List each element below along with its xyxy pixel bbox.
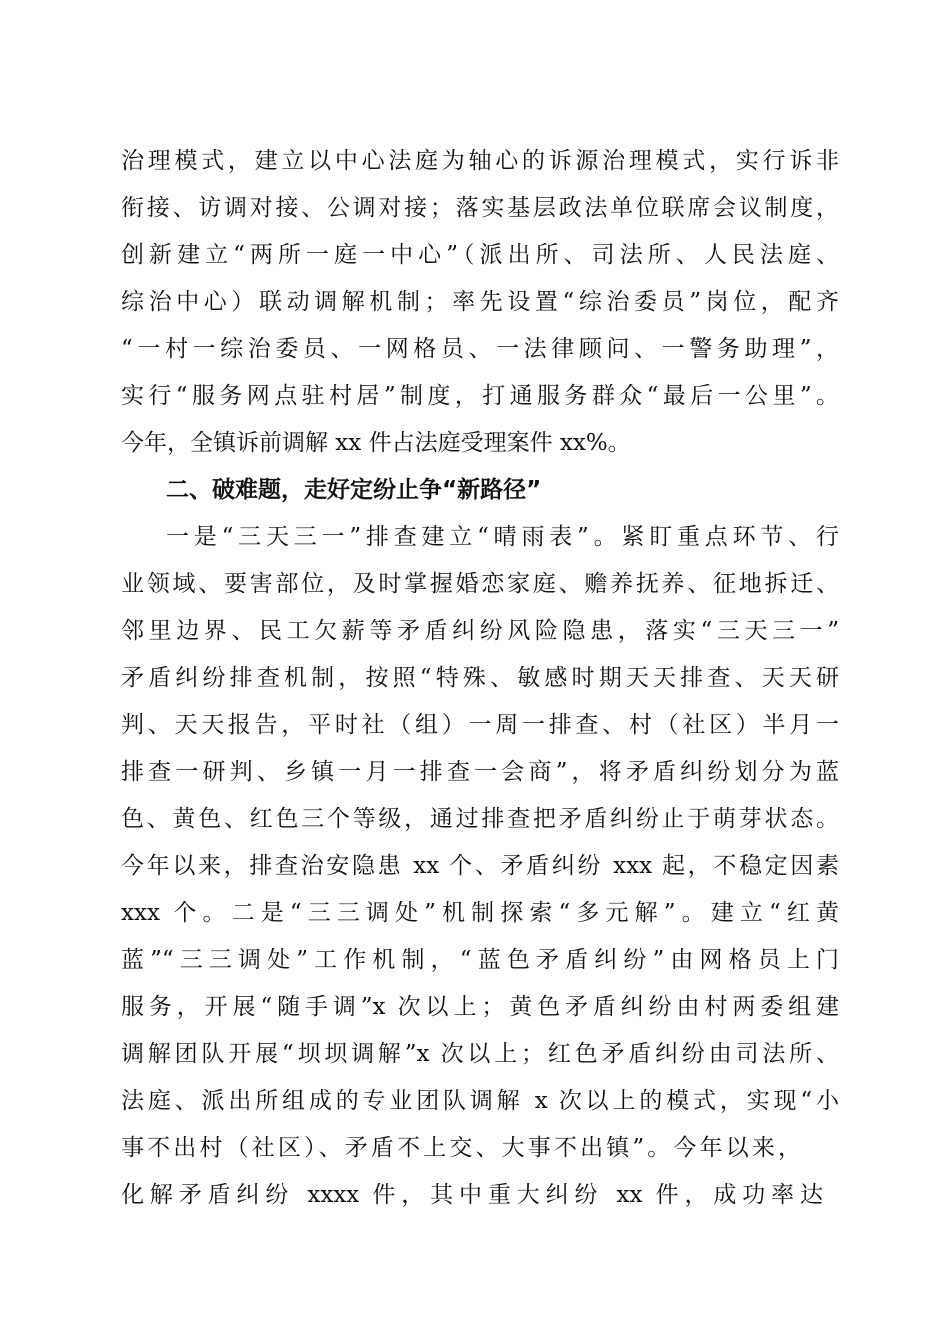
paragraph-line: 今年以来，排查治安隐患 xx 个、矛盾纠纷 xxx 起，不稳定因素 — [121, 853, 839, 879]
paragraph-line: 一是“三天三一”排查建立“晴雨表”。紧盯重点环节、行 — [166, 524, 839, 550]
paragraph-line: 今年，全镇诉前调解 xx 件占法庭受理案件 xx%。 — [121, 430, 631, 456]
paragraph-line: 法庭、派出所组成的专业团队调解 x 次以上的模式，实现“小 — [121, 1088, 839, 1114]
paragraph-line: 实行“服务网点驻村居”制度，打通服务群众“最后一公里”。 — [121, 383, 839, 409]
paragraph-line: 综治中心）联动调解机制；率先设置“综治委员”岗位，配齐 — [121, 289, 839, 315]
paragraph-line: “一村一综治委员、一网格员、一法律顾问、一警务助理”， — [121, 336, 839, 362]
paragraph-line: 蓝”“三三调处”工作机制，“蓝色矛盾纠纷”由网格员上门 — [121, 947, 839, 973]
paragraph-line: 判、天天报告，平时社（组）一周一排查、村（社区）半月一 — [121, 712, 839, 738]
paragraph-line: 服务，开展“随手调”x 次以上；黄色矛盾纠纷由村两委组建 — [121, 994, 839, 1020]
paragraph-line: 调解团队开展“坝坝调解”x 次以上；红色矛盾纠纷由司法所、 — [121, 1041, 839, 1067]
paragraph-line: 治理模式，建立以中心法庭为轴心的诉源治理模式，实行诉非 — [121, 148, 839, 174]
paragraph-line: 排查一研判、乡镇一月一排查一会商”，将矛盾纠纷划分为蓝 — [121, 759, 839, 785]
paragraph-line: 业领域、要害部位，及时掌握婚恋家庭、赡养抚养、征地拆迁、 — [121, 571, 839, 597]
paragraph-line: 色、黄色、红色三个等级，通过排查把矛盾纠纷止于萌芽状态。 — [121, 806, 839, 832]
paragraph-line: 事不出村（社区）、矛盾不上交、大事不出镇”。今年以来， — [121, 1135, 801, 1161]
paragraph-line: 邻里边界、民工欠薪等矛盾纠纷风险隐患，落实“三天三一” — [121, 618, 839, 644]
section-heading: 二、破难题，走好定纷止争“新路径” — [166, 477, 542, 503]
paragraph-line: 矛盾纠纷排查机制，按照“特殊、敏感时期天天排查、天天研 — [121, 665, 839, 691]
paragraph-line: 衔接、访调对接、公调对接；落实基层政法单位联席会议制度， — [121, 195, 839, 221]
paragraph-line: xxx 个。二是“三三调处”机制探索“多元解”。建立“红黄 — [121, 900, 839, 926]
paragraph-line: 化解矛盾纠纷 xxxx 件，其中重大纠纷 xx 件，成功率达 — [121, 1182, 823, 1208]
paragraph-line: 创新建立“两所一庭一中心”（派出所、司法所、人民法庭、 — [121, 242, 839, 268]
